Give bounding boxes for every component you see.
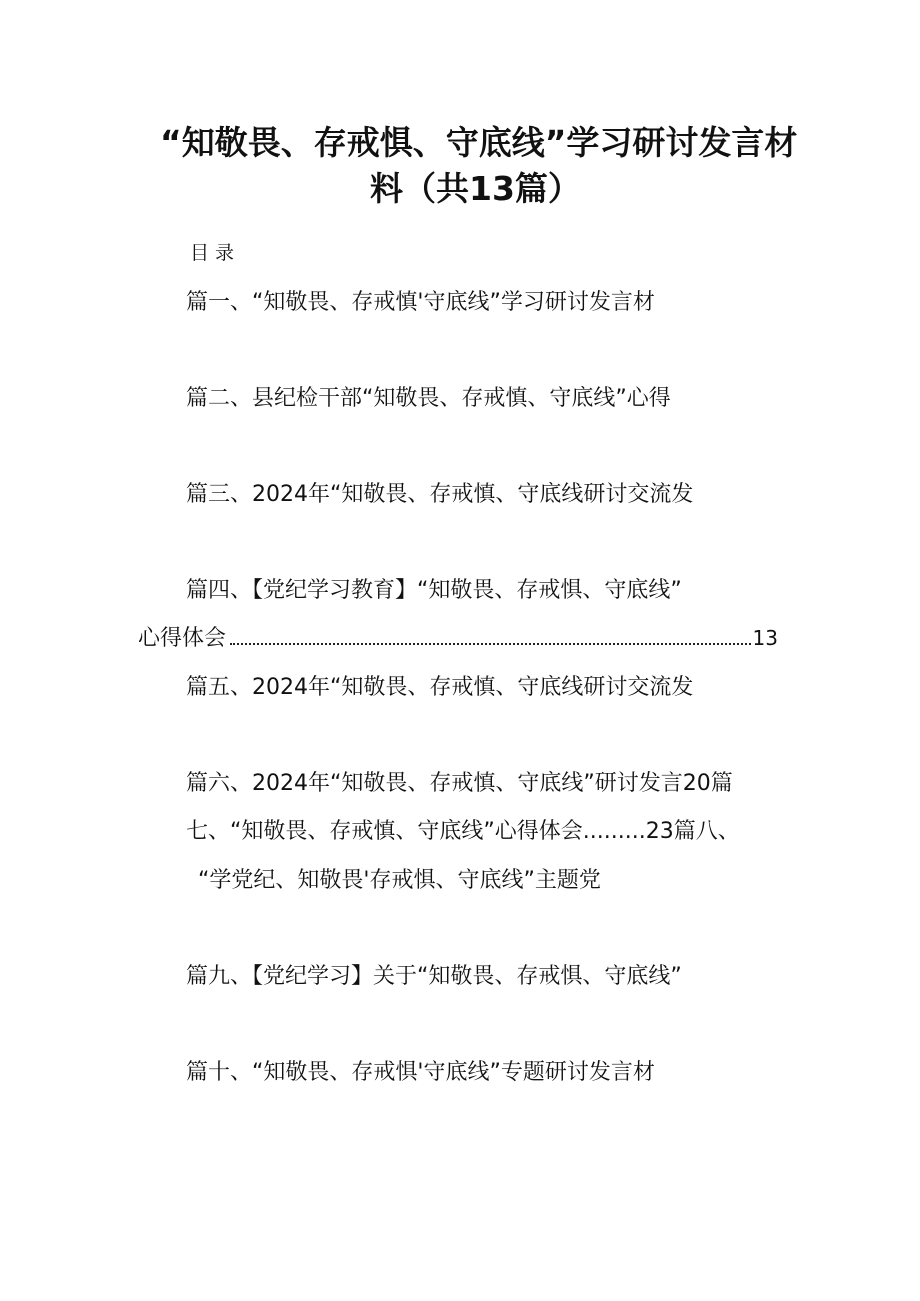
toc-entry-4-continuation[interactable] — [138, 623, 778, 653]
toc-entry-6[interactable]: 篇六、2024年“知敬畏、存戒慎、守底线”研讨发言20篇 — [186, 771, 733, 796]
toc-entry-3[interactable]: 篇三、2024年“知敬畏、存戒慎、守底线研讨交流发 — [186, 482, 694, 507]
toc-dot-leader — [230, 642, 751, 645]
document-title-line-2: 料（共13篇） — [370, 169, 581, 208]
toc-entry-9[interactable]: 篇九、【党纪学习】关于“知敬畏、存戒惧、守底线” — [186, 964, 682, 989]
toc-entry-2[interactable]: 篇二、县纪检干部“知敬畏、存戒慎、守底线”心得 — [186, 386, 671, 411]
toc-entry-1[interactable]: 篇一、“知敬畏、存戒慎'守底线”学习研讨发言材 — [186, 290, 655, 315]
toc-entry-7[interactable]: 七、“知敬畏、存戒慎、守底线”心得体会.........23篇八、 — [186, 819, 740, 844]
toc-entry-4-continuation-text: 心得体会 — [138, 626, 227, 651]
toc-entry-5[interactable]: 篇五、2024年“知敬畏、存戒慎、守底线研讨交流发 — [186, 675, 694, 700]
document-title-line-1: “知敬畏、存戒惧、守底线”学习研讨发言材 — [160, 123, 798, 162]
toc-label: 目录 — [190, 242, 241, 264]
toc-entry-8[interactable]: “学党纪、知敬畏'存戒惧、守底线”主题党 — [198, 868, 601, 893]
toc-entry-10[interactable]: 篇十、“知敬畏、存戒惧'守底线”专题研讨发言材 — [186, 1060, 655, 1085]
toc-entry-4[interactable]: 篇四、【党纪学习教育】“知敬畏、存戒惧、守底线” — [186, 578, 682, 603]
toc-entry-4-page-number: 13 — [752, 626, 778, 650]
